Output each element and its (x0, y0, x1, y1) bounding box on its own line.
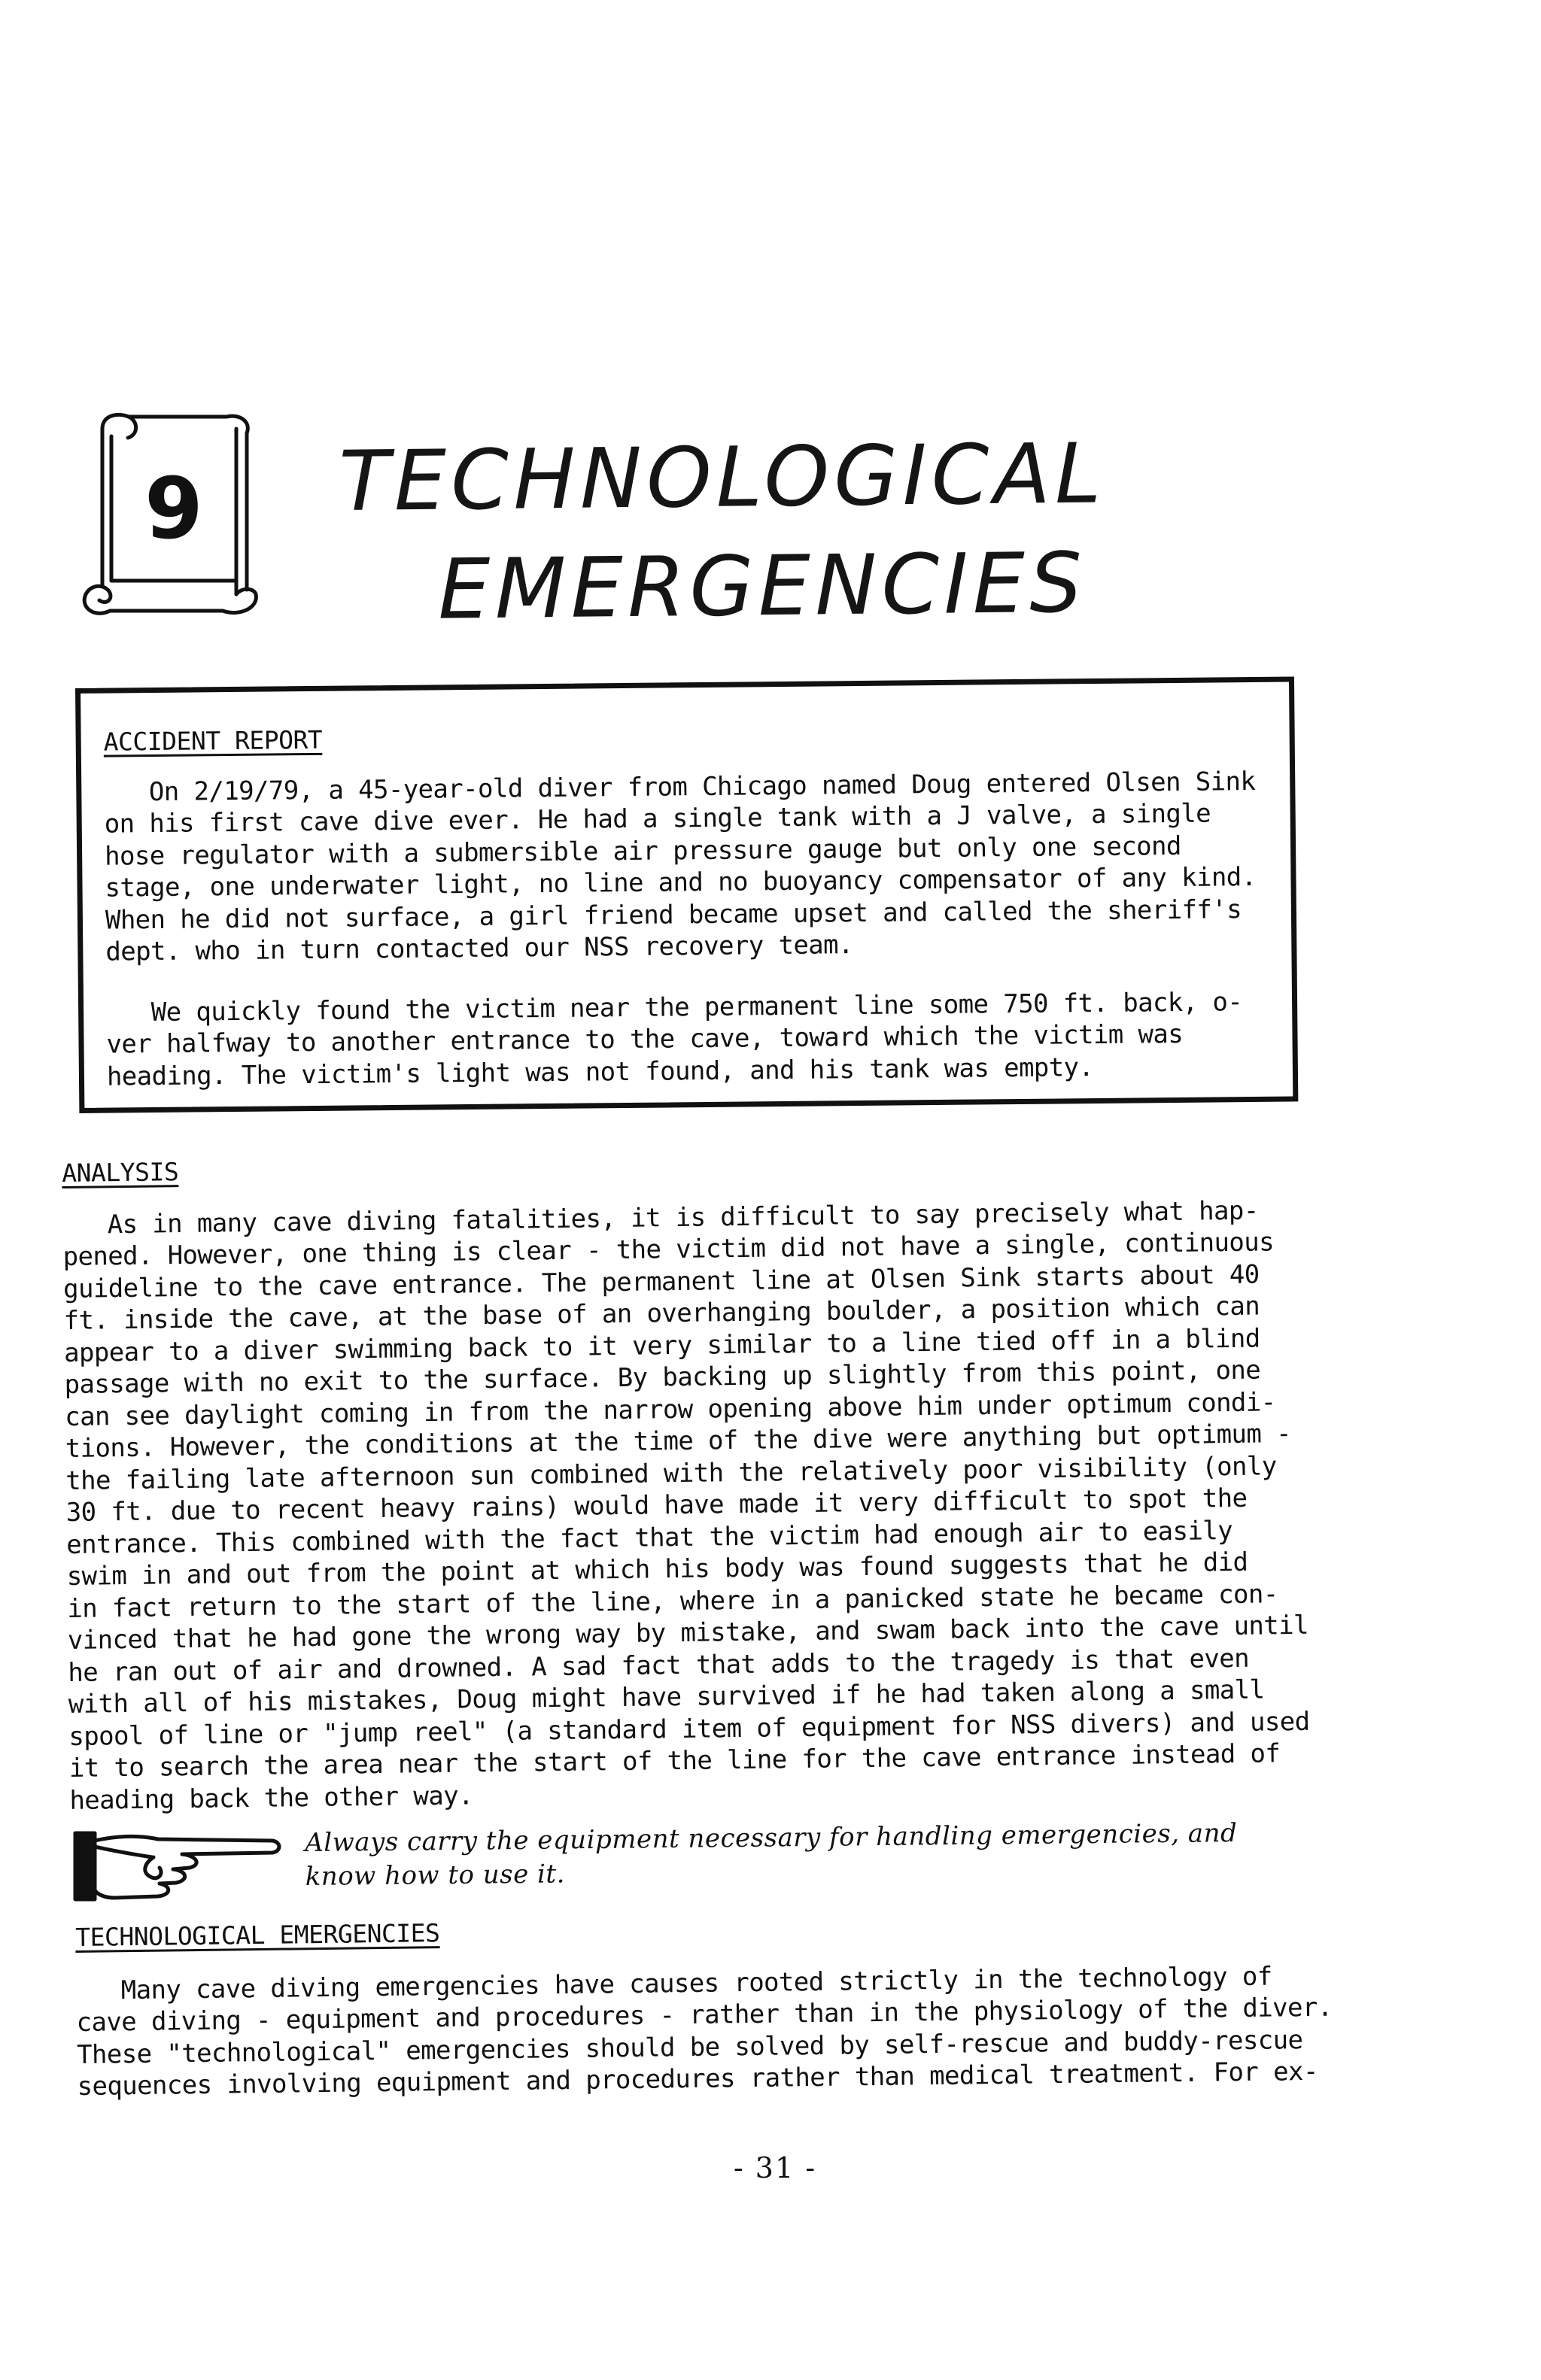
analysis-heading: ANALYSIS (62, 1157, 179, 1188)
accident-report-paragraph-1: On 2/19/79, a 45-year-old diver from Chicago named Doug entered Olsen Sink on his first cave dive ever. He had a single tank with a J valve, a single hose regulator with a submersible air pressure gauge but only one second stage, one underwater light, no line and no buoyancy compensator of any kind. When he did not surface, a girl friend became upset and called the sheriff's dept. who in turn contacted our NSS recovery team. (104, 766, 1257, 967)
chapter-number: 9 (144, 460, 203, 558)
technological-emergencies-heading: TECHNOLOGICAL EMERGENCIES (75, 1918, 440, 1952)
chapter-title-line-2: EMERGENCIES (437, 534, 1087, 638)
accident-report-heading: ACCIDENT REPORT (103, 724, 323, 757)
pointing-hand-icon (69, 1824, 287, 1907)
technological-emergencies-paragraph: Many cave diving emergencies have causes rooted strictly in the technology of cave diving - equipment and procedures - rather than in the physiology of the diver. These "technological" emergencies should be solved by self-rescue and buddy-rescue sequences involving equipment and procedures rather than medical treatment. For ex- (75, 1961, 1333, 2102)
accident-report-box (75, 676, 1298, 1113)
chapter-title-line-1: TECHNOLOGICAL (338, 425, 1106, 530)
page-number: - 31 - (733, 2151, 817, 2184)
technological-emergencies-section (75, 1906, 1402, 2102)
analysis-paragraph: As in many cave diving fatalities, it is difficult to say precisely what hap- pened. However, one thing is clear - the victim did not have a single, continuous guideline to the cave entrance. The permanent line at Olsen Sink starts about 40 ft. inside the cave, at the base of an overhanging boulder, a position which can appear to a diver swimming back to it very similar to a line tied off in a blind passage with no exit to the surface. By backing up slightly from this point, one can see daylight coming in from the narrow opening above him under optimum condi- tions. However, the conditions at the time of the dive were anything but optimum - the failing late afternoon sun combined with the relatively poor visibility (only 30 ft. due to recent heavy rains) would have made it very difficult to spot the entrance. This combined with the fact that the victim had enough air to easily swim in and out from the point at which his body was found suggests that he did in fact return to the start of the line, where in a panicked state he became con- vinced that he had gone the wrong way by mistake, and swam back into the cave until he ran out of air and drowned. A sad fact that adds to the tragedy is that even with all of his mistakes, Doug might have survived if he had taken along a small spool of line or "jump reel" (a standard item of equipment for NSS divers) and used it to search the area near the start of the line for the cave entrance instead of heading back the other way. (62, 1195, 1310, 1816)
chapter-title (338, 425, 1319, 638)
accident-report-content (103, 716, 1281, 1093)
accident-report-paragraph-2: We quickly found the victim near the permanent line some 750 ft. back, o- ver halfway to another entrance to the cave, toward which the victim was heading. The victim's light was not found, and his tank was empty. (105, 986, 1243, 1092)
tip-text: Always carry the equipment necessary for handling emergencies, and know how to use it. (305, 1818, 1238, 1892)
analysis-section (62, 1142, 1394, 1817)
scroll-icon (72, 406, 275, 624)
